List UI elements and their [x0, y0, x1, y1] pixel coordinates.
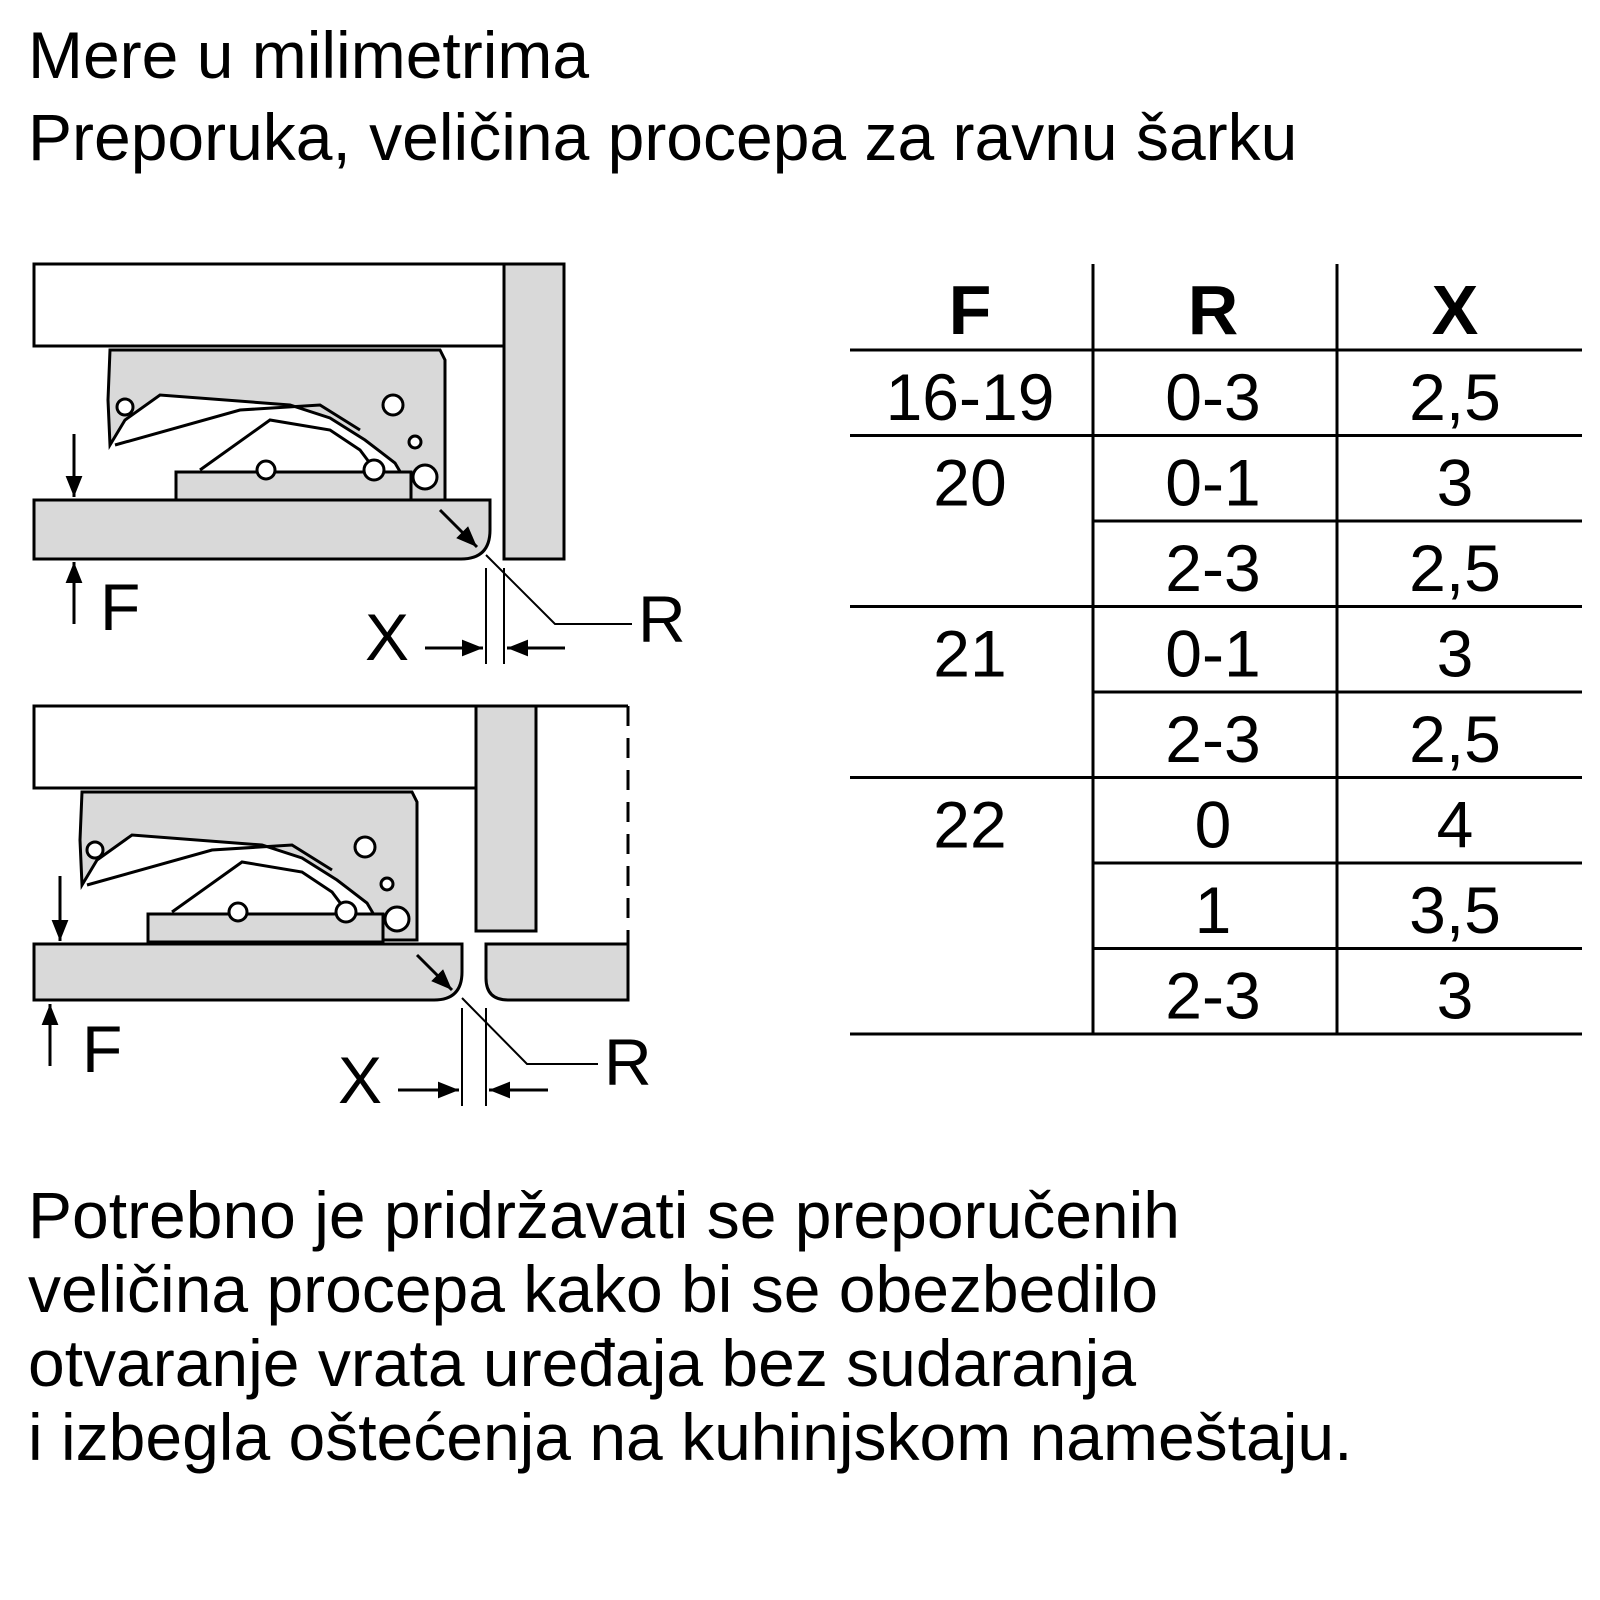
table-cell-x: 2,5	[1409, 360, 1501, 434]
label-r-bottom: R	[604, 1025, 652, 1099]
table-cell-r: 2-3	[1165, 958, 1261, 1033]
note-line: Potrebno je pridržavati se preporučenih	[28, 1178, 1181, 1252]
note-paragraph	[28, 1178, 1352, 1474]
title-recommendation: Preporuka, veličina procepa za ravnu šarku	[28, 100, 1298, 174]
table-header-cell: R	[1187, 271, 1239, 349]
door-panel	[34, 944, 462, 1000]
cabinet-side-panel	[476, 706, 536, 931]
table-cell-x: 3	[1436, 445, 1474, 520]
table-header-cell: F	[948, 271, 992, 349]
note-line: otvaranje vrata uređaja bez sudaranja	[28, 1326, 1137, 1400]
note-line: veličina procepa kako bi se obezbedilo	[28, 1252, 1159, 1326]
hinge-diagram-bottom	[34, 706, 628, 1106]
table-header-cell: X	[1431, 271, 1479, 349]
cabinet-top-panel	[34, 706, 476, 788]
table-cell-f: 22	[933, 787, 1007, 862]
note-line: i izbegla oštećenja na kuhinjskom nameštaju.	[28, 1400, 1353, 1474]
table-cell-f: 16-19	[885, 360, 1055, 434]
table-cell-x: 2,5	[1409, 531, 1501, 605]
label-x-top: X	[365, 600, 410, 674]
table-cell-x: 3	[1436, 958, 1474, 1033]
door-panel	[34, 500, 490, 559]
table-cell-r: 2-3	[1165, 531, 1261, 605]
label-x-bottom: X	[338, 1043, 383, 1117]
table-cell-r: 0-1	[1165, 445, 1261, 520]
table-cell-f: 21	[933, 616, 1007, 691]
label-r-top: R	[638, 582, 686, 656]
cabinet-top-panel	[34, 264, 504, 346]
table-cell-f: 20	[933, 445, 1007, 520]
table-cell-r: 0	[1194, 787, 1232, 862]
table-cell-r: 1	[1194, 873, 1232, 947]
label-f-top: F	[100, 570, 141, 644]
table-cell-r: 2-3	[1165, 702, 1261, 776]
table-cell-x: 3,5	[1409, 873, 1501, 947]
label-f-bottom: F	[82, 1012, 123, 1086]
cabinet-side-panel	[504, 264, 564, 559]
table-cell-x: 4	[1436, 787, 1474, 862]
table-cell-r: 0-3	[1165, 360, 1261, 434]
table-cell-x: 3	[1436, 616, 1474, 691]
adjacent-door-panel	[486, 944, 628, 1000]
title-units: Mere u milimetrima	[28, 18, 590, 92]
table-cell-r: 0-1	[1165, 616, 1261, 691]
gap-size-table	[850, 264, 1582, 1034]
table-cell-x: 2,5	[1409, 702, 1501, 776]
